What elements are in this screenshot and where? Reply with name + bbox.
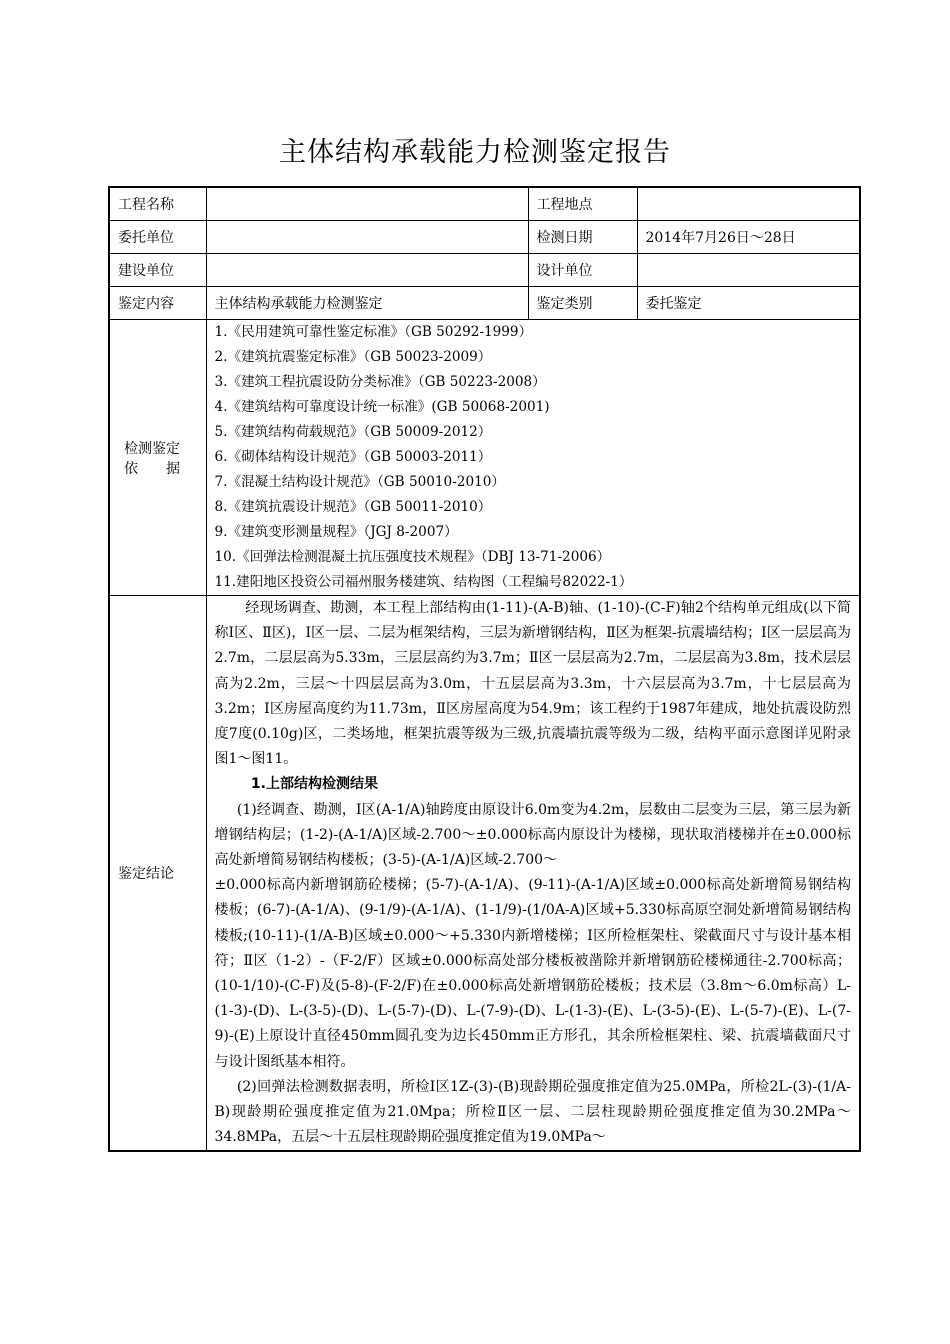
basis-item: 10.《回弹法检测混凝土抗压强度技术规程》（DBJ 13-71-2006） xyxy=(214,549,611,565)
builder-value xyxy=(206,254,528,287)
designer-label: 设计单位 xyxy=(528,254,637,287)
project-name-label: 工程名称 xyxy=(109,187,206,221)
basis-item: 3.《建筑工程抗震设防分类标准》（GB 50223-2008） xyxy=(214,374,546,390)
test-date-label: 检测日期 xyxy=(528,221,637,254)
designer-value xyxy=(637,254,860,287)
basis-list-cell xyxy=(206,320,860,596)
basis-item: 1.《民用建筑可靠性鉴定标准》（GB 50292-1999） xyxy=(214,324,533,340)
category-label: 鉴定类别 xyxy=(528,287,637,320)
client-value xyxy=(206,221,528,254)
conclusion-cell xyxy=(206,596,860,1152)
table-row xyxy=(109,187,860,221)
basis-item: 7.《混凝土结构设计规范》（GB 50010-2010） xyxy=(214,474,505,490)
conclusion-paragraph-2a: (1)经调查、勘测，Ⅰ区(A-1/A)轴跨度由原设计6.0m变为4.2m，层数由二层变为三层，第三层为新增钢结构层；(1-2)-(A-1/A)区域-2.700～±0.000标高内原设计为楼梯，现状取消楼梯并在±0.000标高处新增简易钢结构楼板；(3-5)-(A-1/A)区域-2.700～ xyxy=(214,801,851,869)
page-title: 主体结构承载能力检测鉴定报告 xyxy=(279,137,671,168)
conclusion-body xyxy=(215,596,852,1150)
project-site-label: 工程地点 xyxy=(528,187,637,221)
basis-list xyxy=(215,320,852,595)
conclusion-paragraph-2b: ±0.000标高内新增钢筋砼楼梯；(5-7)-(A-1/A)、(9-11)-(A-1/A)区域±0.000标高处新增简易钢结构楼板；(6-7)-(A-1/A)、(9-1/9)-(A-1/A)、(1-1/9)-(1/0A-A)区域+5.330标高原空洞处新增简易钢结构楼板;(10-11)-(1/A-B)区域±0.000～+5.330内新增楼梯；Ⅰ区所检框架柱、梁截面尺寸与设计基本相符；Ⅱ区（1-2）-（F-2/F）区域±0.000标高处部分楼板被凿除并新增钢筋砼楼梯通往-2.700标高；(10-1/10)-(C-F)及(5-8)-(F-2/F)在±0.000标高处新增钢筋砼楼板；技术层（3.8m～6.0m标高）L-(1-3)-(D)、L-(3-5)-(D)、L-(5-7)-(D)、L-(7-9)-(D)、L-(1-3)-(E)、L-(3-5)-(E)、L-(5-7)-(E)、L-(7-9)-(E)上原设计直径450mm圆孔变为边长450mm正方形孔，其余所检框架柱、梁、抗震墙截面尺寸与设计图纸基本相符。 xyxy=(214,877,851,1070)
conclusion-label: 鉴定结论 xyxy=(109,596,206,1152)
section-heading: 1.上部结构检测结果 xyxy=(250,776,378,793)
content-value: 主体结构承载能力检测鉴定 xyxy=(206,287,528,320)
content-label: 鉴定内容 xyxy=(109,287,206,320)
basis-label-line1: 检测鉴定 xyxy=(124,440,180,457)
basis-item: 4.《建筑结构可靠度设计统一标准》(GB 50068-2001) xyxy=(214,399,550,415)
basis-label-line2: 依 据 xyxy=(124,460,180,477)
table-row xyxy=(109,221,860,254)
project-name-value xyxy=(206,187,528,221)
basis-item: 11.建阳地区投资公司福州服务楼建筑、结构图（工程编号82022-1） xyxy=(214,574,633,590)
basis-item: 2.《建筑抗震鉴定标准》（GB 50023-2009） xyxy=(214,349,492,365)
basis-row xyxy=(109,320,860,596)
basis-label xyxy=(109,320,206,596)
project-site-value xyxy=(637,187,860,221)
conclusion-paragraph-3: (2)回弹法检测数据表明，所检Ⅰ区1Z-(3)-(B)现龄期砼强度推定值为25.0MPa，所检2L-(3)-(1/A-B)现龄期砼强度推定值为21.0Mpa；所检Ⅱ区一层、二层柱现龄期砼强度推定值为30.2MPa～34.8MPa，五层～十五层柱现龄期砼强度推定值为19.0MPa～ xyxy=(214,1078,851,1146)
test-date-value: 2014年7月26日～28日 xyxy=(637,221,860,254)
table-row xyxy=(109,287,860,320)
table-row xyxy=(109,254,860,287)
basis-item: 6.《砌体结构设计规范》（GB 50003-2011） xyxy=(214,449,492,465)
conclusion-paragraph-1: 经现场调查、勘测，本工程上部结构由(1-11)-(A-B)轴、(1-10)-(C-F)轴2个结构单元组成(以下简称Ⅰ区、Ⅱ区)，Ⅰ区一层、二层为框架结构，三层为新增钢结构，Ⅱ区为框架-抗震墙结构；Ⅰ区一层层高为2.7m，二层层高为5.33m，三层层高约为3.7m；Ⅱ区一层层高为2.7m，二层层高为3.8m，技术层层高为2.2m，三层～十四层层高为3.0m，十五层层高为3.3m，十六层层高为3.7m，十七层层高为3.2m；Ⅰ区房屋高度约为11.73m，Ⅱ区房屋高度为54.9m；该工程约于1987年建成，地处抗震设防烈度7度(0.10g)区，二类场地，框架抗震等级为三级,抗震墙抗震等级为二级，结构平面示意图详见附录图1～图11。 xyxy=(214,600,851,768)
basis-item: 8.《建筑抗震设计规范》（GB 50011-2010） xyxy=(214,499,492,515)
basis-item: 9.《建筑变形测量规程》（JGJ 8-2007） xyxy=(214,524,458,540)
client-label: 委托单位 xyxy=(109,221,206,254)
category-value: 委托鉴定 xyxy=(637,287,860,320)
conclusion-row xyxy=(109,596,860,1152)
basis-item: 5.《建筑结构荷载规范》（GB 50009-2012） xyxy=(214,424,492,440)
builder-label: 建设单位 xyxy=(109,254,206,287)
report-table xyxy=(108,186,861,1152)
